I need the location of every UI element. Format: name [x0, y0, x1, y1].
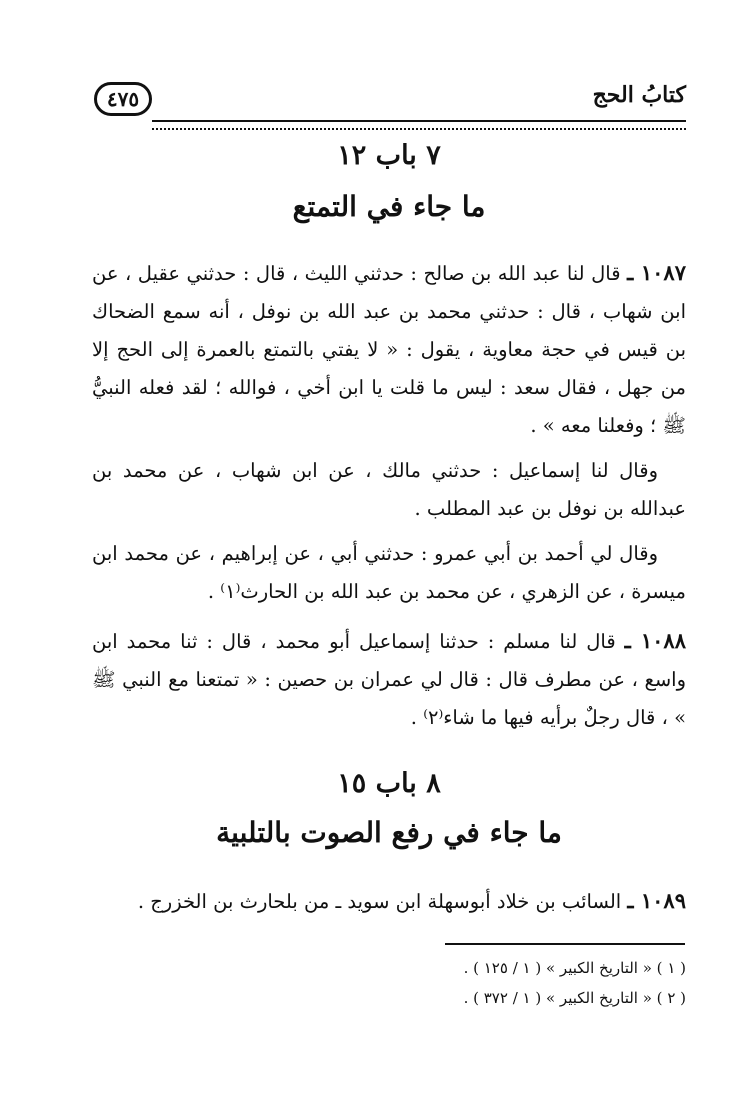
hadith-paragraph: [92, 882, 686, 921]
hadith-paragraph: [92, 452, 686, 528]
hadith-text: وقال لي أحمد بن أبي عمرو : حدثني أبي ، عن إبراهيم ، عن محمد ابن ميسرة ، عن الزهري ، عن محمد بن عبد الله بن الحارث⁽١⁾ .: [92, 542, 686, 603]
hadith-paragraph: [92, 254, 686, 445]
hadith-text: قال لنا عبد الله بن صالح : حدثني الليث ، قال : حدثني عقيل ، عن ابن شهاب ، قال : حدثني محمد بن عبد الله بن نوفل ، أنه سمع الضحاك بن قيس في حجة معاوية ، يقول : « لا يفتي بالتمتع بالعمرة إلى الحج إلا من جهل ، فقال سعد : ليس ما قلت يا ابن أخي ، فوالله ؛ لقد فعله النبيُّ ﷺ ؛ وفعلنا معه » .: [92, 262, 686, 437]
footnote-divider: [445, 943, 685, 945]
hadith-text: وقال لنا إسماعيل : حدثني مالك ، عن ابن شهاب ، عن محمد بن عبدالله بن نوفل بن عبد المطلب .: [92, 459, 686, 520]
hadith-paragraph: [92, 622, 686, 737]
hadith-number: ١٠٨٧ ـ: [627, 260, 686, 285]
hadith-paragraph: [92, 535, 686, 611]
hadith-number: ١٠٨٨ ـ: [624, 628, 686, 653]
hadith-text: قال لنا مسلم : حدثنا إسماعيل أبو محمد ، قال : ثنا محمد ابن واسع ، عن مطرف قال : قال لي عمران بن حصين : « تمتعنا مع النبي ﷺ » ، قال رجلٌ برأيه فيها ما شاء⁽٢⁾ .: [92, 630, 686, 729]
page-number-badge: ٤٧٥: [94, 82, 152, 116]
chapter-title: ما جاء في التمتع: [292, 190, 486, 223]
chapter-number: ٧ باب ١٢: [337, 140, 441, 171]
chapter-title: ما جاء في رفع الصوت بالتلبية: [216, 816, 562, 849]
hadith-text: السائب بن خلاد أبوسهلة ابن سويد ـ من بلحارث بن الخزرج .: [137, 890, 628, 913]
header-divider: [152, 120, 686, 130]
book-title: كتابُ الحج: [592, 82, 686, 108]
chapter-number: ٨ باب ١٥: [337, 768, 441, 799]
footnote: ( ١ ) « التاريخ الكبير » ( ١ / ١٢٥ ) .: [463, 959, 686, 977]
page-header: [92, 78, 686, 126]
footnote: ( ٢ ) « التاريخ الكبير » ( ١ / ٣٧٢ ) .: [463, 989, 686, 1007]
hadith-number: ١٠٨٩ ـ: [627, 888, 686, 913]
